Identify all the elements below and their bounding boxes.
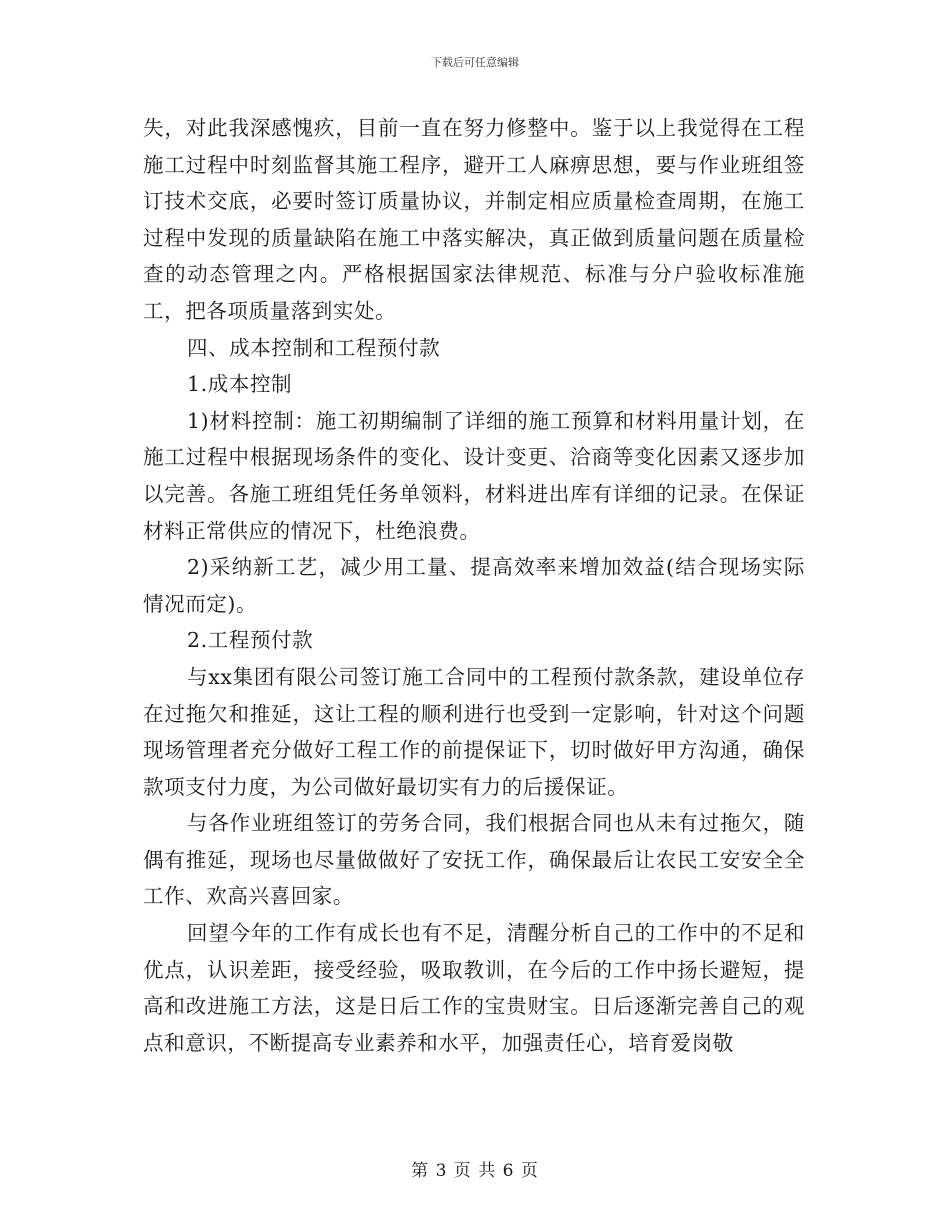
page-number-footer: 第 3 页 共 6 页	[411, 1161, 539, 1181]
subsection-heading: 1.成本控制	[187, 372, 293, 397]
paragraph: 2)采纳新工艺，减少用工量、提高效率来增加效益(结合现场实际情况而定)。	[143, 555, 805, 616]
paragraph: 1)材料控制：施工初期编制了详细的施工预算和材料用量计划，在施工过程中根据现场条件的变化、设计变更、洽商等变化因素又逐步加以完善。各施工班组凭任务单领料，材料进出库有详细的记录。在保证材料正常供应的情况下，杜绝浪费。	[143, 408, 805, 543]
subsection-heading: 2.工程预付款	[187, 628, 314, 653]
section-heading: 四、成本控制和工程预付款	[187, 335, 441, 360]
paragraph: 与xx集团有限公司签订施工合同中的工程预付款条款，建设单位存在过拖欠和推延，这让工程的顺利进行也受到一定影响，针对这个问题现场管理者充分做好工程工作的前提保证下，切时做好甲方沟通，确保款项支付力度，为公司做好最切实有力的后援保证。	[143, 664, 805, 799]
paragraph: 回望今年的工作有成长也有不足，清醒分析自己的工作中的不足和优点，认识差距，接受经验，吸取教训，在今后的工作中扬长避短，提高和改进施工方法，这是日后工作的宝贵财宝。日后逐渐完善自己的观点和意识，不断提高专业素养和水平，加强责任心，培育爱岗敬	[143, 921, 805, 1055]
page-header: 下载后可任意编辑	[431, 56, 519, 69]
paragraph: 失，对此我深感愧疚，目前一直在努力修整中。鉴于以上我觉得在工程施工过程中时刻监督其施工程序，避开工人麻痹思想，要与作业班组签订技术交底，必要时签订质量协议，并制定相应质量检查周期，在施工过程中发现的质量缺陷在施工中落实解决，真正做到质量问题在质量检查的动态管理之内。严格根据国家法律规范、标准与分户验收标准施工，把各项质量落到实处。	[143, 116, 805, 323]
paragraph: 与各作业班组签订的劳务合同，我们根据合同也从未有过拖欠，随偶有推延，现场也尽量做做好了安抚工作，确保最后让农民工安安全全工作、欢高兴喜回家。	[143, 811, 805, 909]
document-body	[143, 110, 805, 1061]
